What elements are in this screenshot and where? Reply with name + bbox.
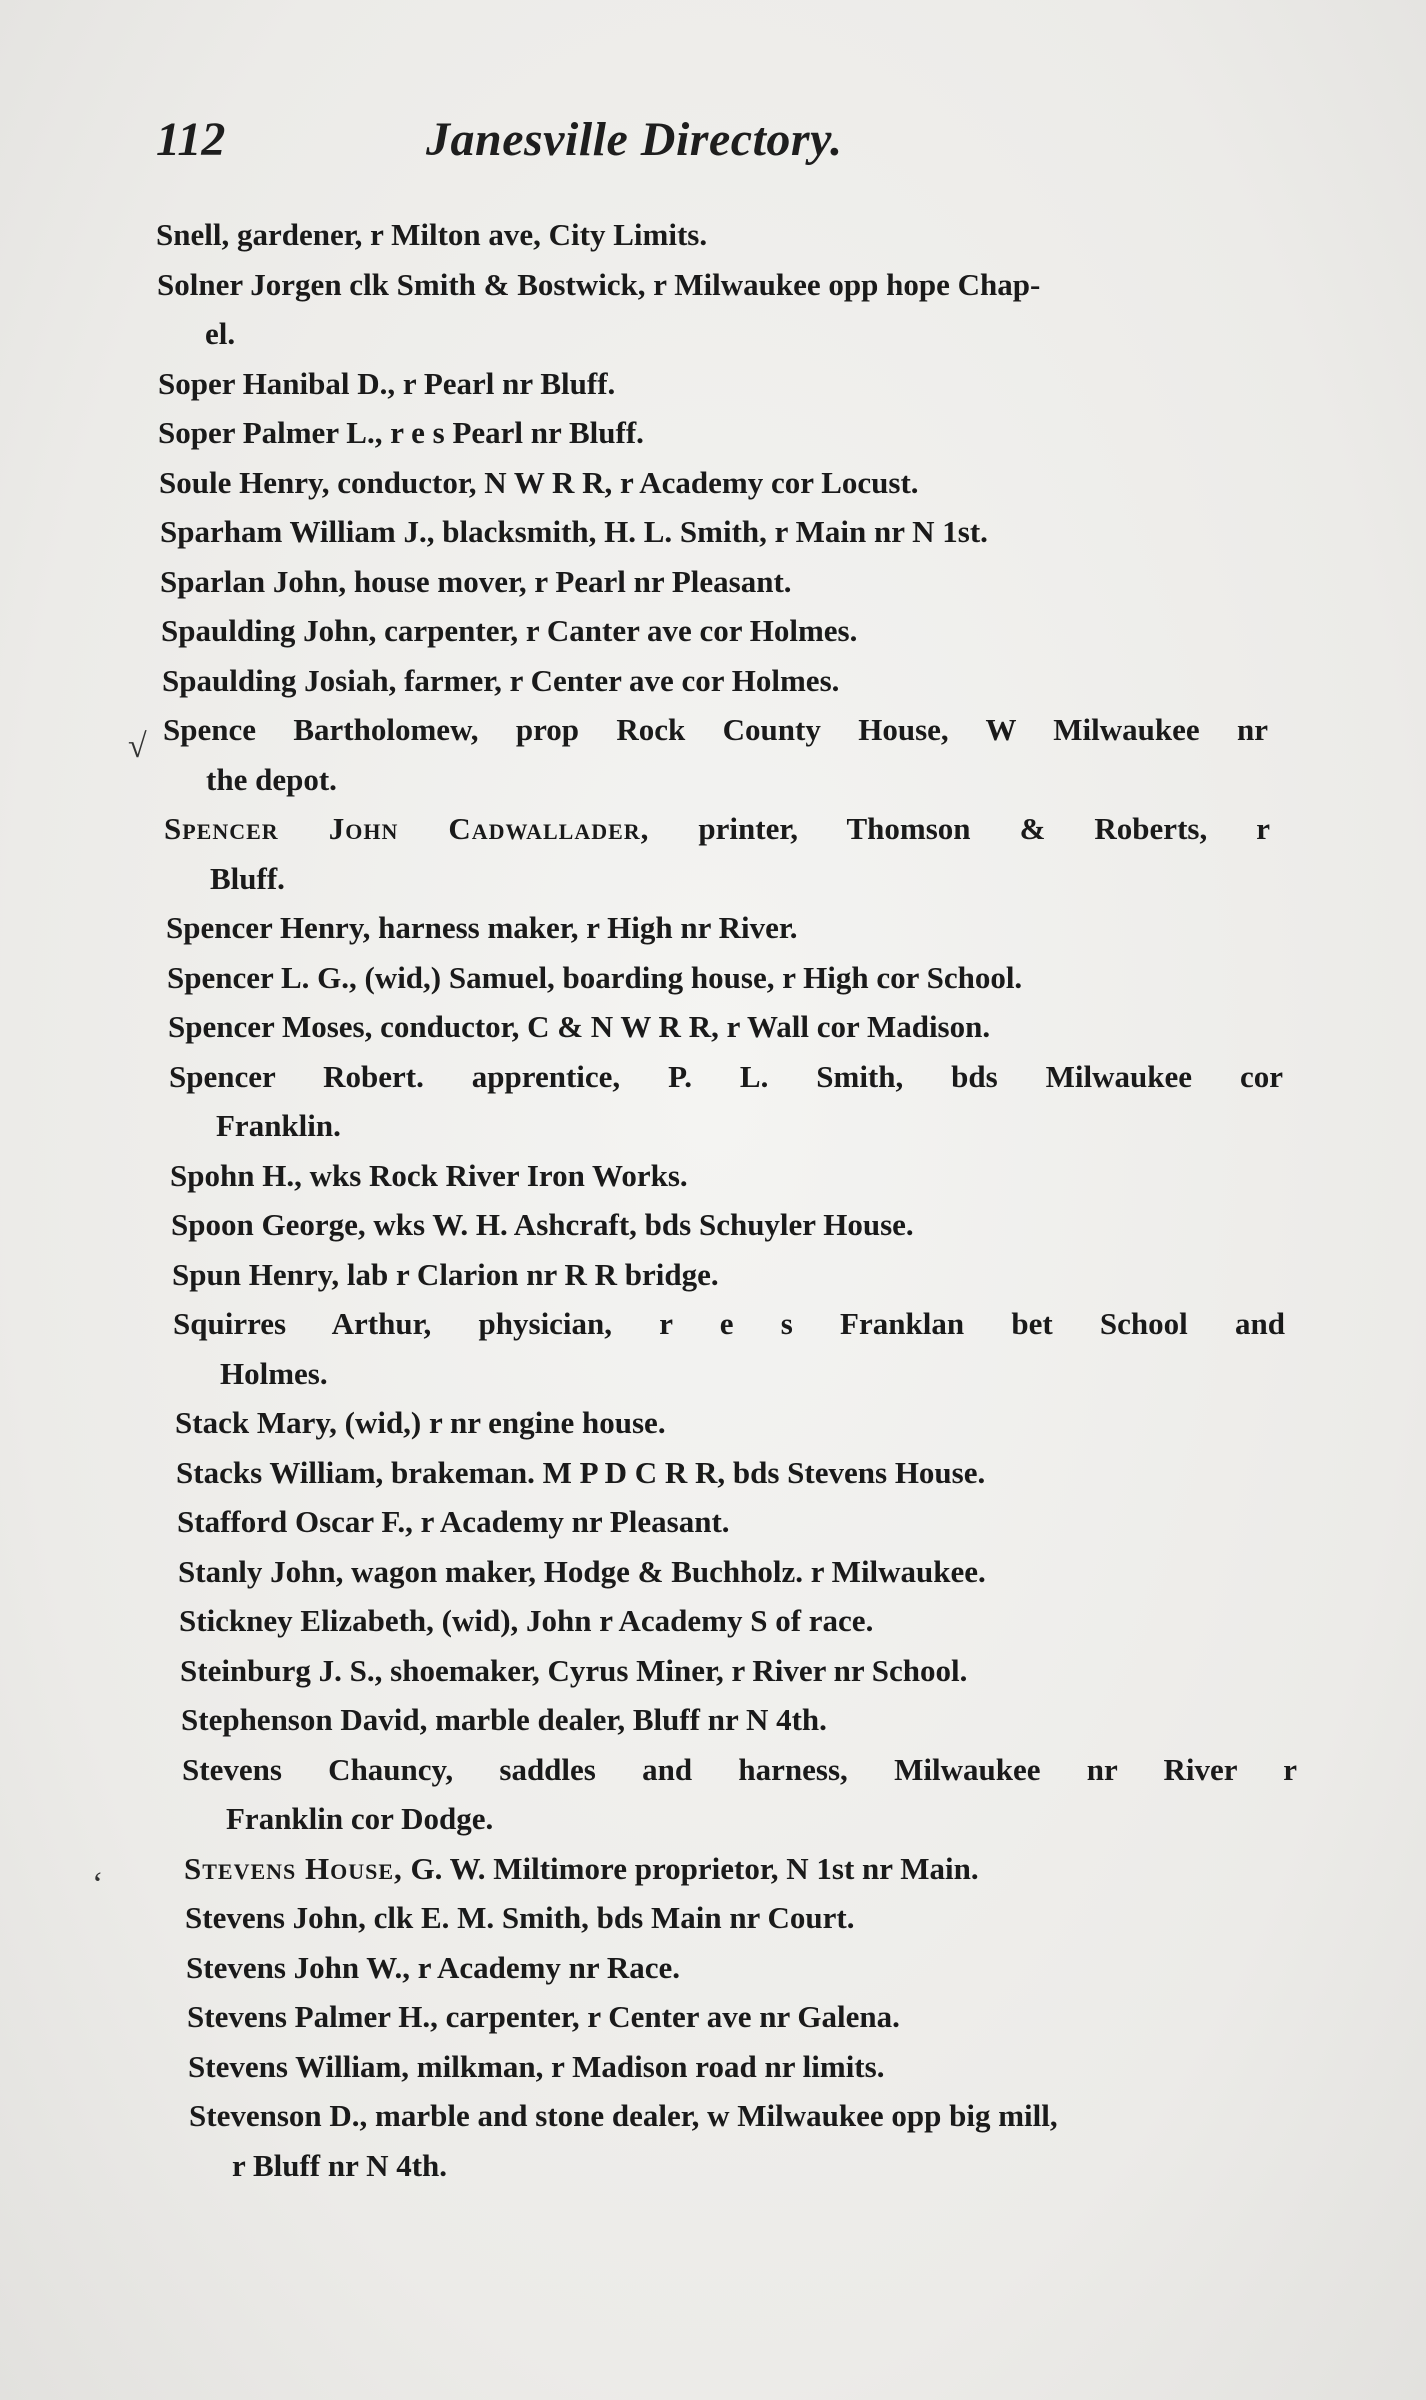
entry-text: Stacks William, brakeman. M P D C R R, bds Stevens House. xyxy=(176,1454,986,1490)
directory-entry-line xyxy=(158,408,1263,458)
entry-text: Stafford Oscar F., r Academy nr Pleasant. xyxy=(177,1504,730,1539)
entry-text: Stanly John, wagon maker, Hodge & Buchholz. r Milwaukee. xyxy=(178,1553,986,1589)
directory-entries xyxy=(0,210,1426,2190)
directory-entry-line xyxy=(157,260,1263,310)
page-header xyxy=(156,112,1056,172)
directory-entry-line xyxy=(186,1943,1297,1993)
directory-entry-line xyxy=(176,1448,1285,1498)
directory-entry-line xyxy=(160,507,1263,557)
directory-entry-line xyxy=(206,755,1268,805)
page-number: 112 xyxy=(156,113,226,166)
entry-text: Stevens John, clk E. M. Smith, bds Main nr Court. xyxy=(185,1900,855,1935)
directory-entry-line xyxy=(181,1695,1285,1745)
entry-text: Spence Bartholomew, prop Rock County House, W Milwaukee nr xyxy=(163,712,1268,747)
entry-text: Stevens John W., r Academy nr Race. xyxy=(186,1949,681,1985)
entry-text: Solner Jorgen clk Smith & Bostwick, r Milwaukee opp hope Chap- xyxy=(157,266,1041,302)
entry-text: Squirres Arthur, physician, r e s Franklan bet School and xyxy=(173,1306,1285,1341)
directory-entry-line xyxy=(160,557,1263,607)
entry-text: Snell, gardener, r Milton ave, City Limits. xyxy=(156,217,708,252)
directory-entry-line xyxy=(171,1200,1283,1250)
directory-entry-line xyxy=(205,309,1263,359)
entry-text: the depot. xyxy=(206,761,337,797)
entry-text: Soper Hanibal D., r Pearl nr Bluff. xyxy=(158,365,616,401)
directory-entry-line xyxy=(159,458,1263,508)
entry-text: r Bluff nr N 4th. xyxy=(232,2147,448,2183)
entry-text: Bluff. xyxy=(210,860,285,896)
entry-text: Spencer L. G., (wid,) Samuel, boarding house, r High cor School. xyxy=(167,959,1023,995)
entry-text: Spaulding John, carpenter, r Canter ave cor Holmes. xyxy=(161,613,858,648)
margin-check-mark: √ xyxy=(128,728,147,765)
directory-entry-line xyxy=(220,1349,1285,1399)
entry-text: Franklin cor Dodge. xyxy=(226,1801,494,1836)
directory-entry-line xyxy=(187,1992,1297,2042)
directory-entry-line xyxy=(158,359,1263,409)
entry-text: Spaulding Josiah, farmer, r Center ave cor Holmes. xyxy=(162,662,840,698)
directory-entry-line xyxy=(168,1002,1282,1052)
entry-text: Spun Henry, lab r Clarion nr R R bridge. xyxy=(172,1256,719,1292)
directory-entry-line xyxy=(161,606,1263,656)
entry-text: G. W. Miltimore proprietor, N 1st nr Main. xyxy=(402,1850,979,1886)
entry-text: Stevens Chauncy, saddles and harness, Milwaukee nr River r xyxy=(182,1751,1297,1787)
entry-text: Spohn H., wks Rock River Iron Works. xyxy=(170,1157,688,1193)
directory-entry-line xyxy=(210,854,1270,904)
directory-entry-line xyxy=(166,903,1270,953)
directory-entry-line xyxy=(156,210,1200,260)
directory-entry-line xyxy=(162,656,1263,706)
directory-entry-line xyxy=(170,1151,1283,1201)
directory-entry-line xyxy=(172,1250,1283,1300)
directory-entry-line xyxy=(226,1794,1297,1844)
running-title: Janesville Directory. xyxy=(426,113,843,166)
directory-entry-line xyxy=(169,1052,1283,1102)
directory-entry-line xyxy=(184,1844,1297,1894)
entry-text: Spencer Robert. apprentice, P. L. Smith, bds Milwaukee cor xyxy=(169,1058,1283,1094)
margin-tick-mark: ‘ xyxy=(92,1866,104,1903)
entry-text: Stevens Palmer H., carpenter, r Center ave nr Galena. xyxy=(187,1999,900,2034)
entry-text: Steinburg J. S., shoemaker, Cyrus Miner, r River nr School. xyxy=(180,1652,968,1688)
entry-text: Spoon George, wks W. H. Ashcraft, bds Schuyler House. xyxy=(171,1207,914,1242)
directory-entry-line xyxy=(164,804,1270,854)
directory-entry-line xyxy=(175,1398,1285,1448)
directory-entry-line xyxy=(173,1299,1285,1349)
directory-entry-line xyxy=(179,1596,1285,1646)
directory-entry-line xyxy=(178,1547,1285,1597)
entry-text: Stack Mary, (wid,) r nr engine house. xyxy=(175,1405,666,1440)
entry-text: el. xyxy=(205,316,236,351)
directory-entry-line xyxy=(167,953,1282,1003)
directory-entry-line xyxy=(180,1646,1285,1696)
entry-text: Spencer Moses, conductor, C & N W R R, r Wall cor Madison. xyxy=(168,1009,991,1044)
entry-text: Soper Palmer L., r e s Pearl nr Bluff. xyxy=(158,415,644,450)
directory-entry-line xyxy=(232,2141,1299,2191)
entry-name-smallcaps: Spencer John Cadwallader, xyxy=(164,811,650,846)
directory-entry-line xyxy=(163,705,1268,755)
directory-entry-line xyxy=(188,2042,1297,2092)
entry-text: Holmes. xyxy=(220,1355,328,1391)
entry-text: Stevens William, milkman, r Madison road nr limits. xyxy=(188,2048,885,2084)
entry-text: Stevenson D., marble and stone dealer, w Milwaukee opp big mill, xyxy=(189,2098,1058,2133)
entry-text: printer, Thomson & Roberts, r xyxy=(649,811,1270,846)
directory-entry-line xyxy=(182,1745,1297,1795)
directory-entry-line xyxy=(185,1893,1297,1943)
directory-entry-line xyxy=(177,1497,1285,1547)
entry-text: Stephenson David, marble dealer, Bluff nr N 4th. xyxy=(181,1702,827,1737)
directory-entry-line xyxy=(216,1101,1283,1151)
directory-entry-line xyxy=(189,2091,1299,2141)
entry-text: Franklin. xyxy=(216,1108,341,1143)
entry-text: Sparlan John, house mover, r Pearl nr Pleasant. xyxy=(160,563,792,599)
entry-name-smallcaps: Stevens House, xyxy=(184,1850,403,1886)
entry-text: Sparham William J., blacksmith, H. L. Smith, r Main nr N 1st. xyxy=(160,514,988,549)
entry-text: Soule Henry, conductor, N W R R, r Academy cor Locust. xyxy=(159,464,919,500)
entry-text: Spencer Henry, harness maker, r High nr River. xyxy=(166,910,798,945)
entry-text: Stickney Elizabeth, (wid), John r Academy S of race. xyxy=(179,1603,874,1638)
